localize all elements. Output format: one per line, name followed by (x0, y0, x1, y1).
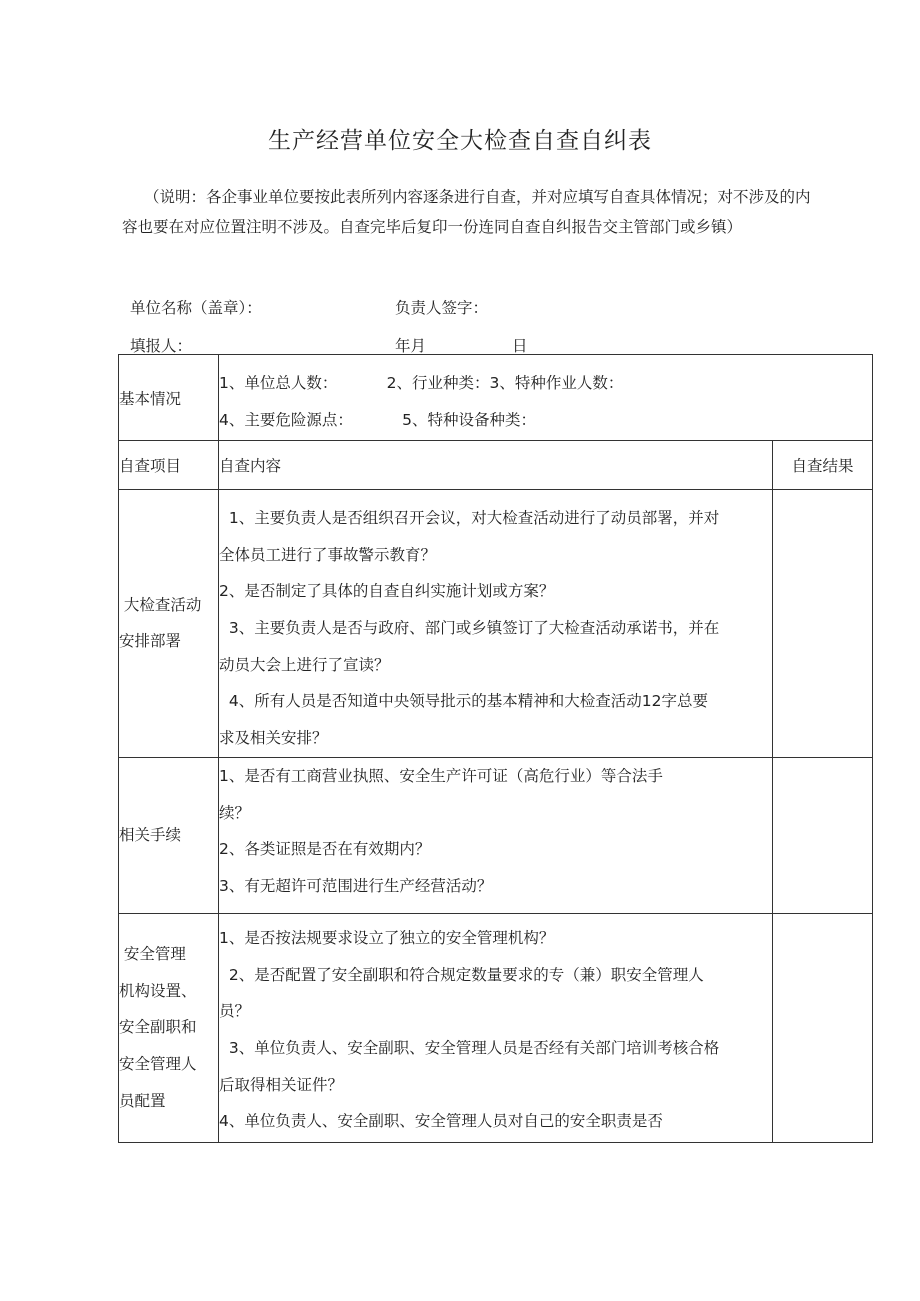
content-line: 2、是否制定了具体的自查自纠实施计划或方案？ (219, 582, 555, 601)
section-label-line: 安全副职和 (119, 1018, 197, 1037)
content-line: 1、是否有工商营业执照、安全生产许可证（高危行业）等合法手 (219, 766, 663, 785)
content-line: 4、单位负责人、安全副职、安全管理人员对自己的安全职责是否 (219, 1112, 663, 1131)
basic-info-label (119, 355, 219, 441)
content-line: 员？ (219, 1002, 251, 1021)
section-content-safety-management (219, 913, 773, 1142)
year-month-label: 年月 (395, 337, 427, 355)
content-line: 1、是否按法规要求设立了独立的安全管理机构？ (219, 928, 555, 947)
basic-info-label-text: 基本情况 (119, 389, 182, 408)
content-line: 全体员工进行了事故警示教育？ (219, 545, 437, 564)
content-line: 3、主要负责人是否与政府、部门或乡镇签订了大检查活动承诺书，并在 (219, 619, 720, 638)
section-row-deployment (119, 490, 873, 758)
section-row-safety-management (119, 913, 873, 1142)
section-content-procedures (219, 757, 773, 913)
header-content: 自查内容 (219, 441, 773, 490)
header-result: 自查结果 (772, 441, 872, 490)
result-cell-deployment[interactable] (772, 490, 872, 758)
basic-info-content (219, 355, 873, 441)
content-line: 2、各类证照是否在有效期内？ (219, 840, 431, 859)
content-line: 4、所有人员是否知道中央领导批示的基本精神和大检查活动12字总要 (219, 692, 708, 711)
filler-label: 填报人： (130, 337, 193, 355)
section-content-deployment (219, 490, 773, 758)
basic-info-line-1: 1、单位总人数： 2、行业种类：3、特种作业人数： (219, 374, 624, 392)
content-line: 续？ (219, 803, 251, 822)
content-line: 3、有无超许可范围进行生产经营活动？ (219, 876, 493, 895)
section-label-safety-management (119, 913, 219, 1142)
signer-label: 负责人签字： (395, 299, 489, 317)
document-title: 生产经营单位安全大检查自查自纠表 (268, 128, 652, 154)
result-cell-procedures[interactable] (772, 757, 872, 913)
content-line: 2、是否配置了安全副职和符合规定数量要求的专（兼）职安全管理人 (219, 965, 704, 984)
section-label-line: 安全管理 (119, 945, 186, 964)
content-line: 动员大会上进行了宣读？ (219, 655, 390, 674)
self-inspection-table (118, 354, 873, 1143)
result-cell-safety-management[interactable] (772, 913, 872, 1142)
content-line: 1、主要负责人是否组织召开会议，对大检查活动进行了动员部署，并对 (219, 509, 720, 527)
section-label-line: 相关手续 (119, 825, 182, 844)
content-line: 后取得相关证件？ (219, 1075, 344, 1094)
instructions-note (122, 182, 882, 242)
content-line: 3、单位负责人、安全副职、安全管理人员是否经有关部门培训考核合格 (219, 1038, 720, 1057)
section-label-procedures (119, 757, 219, 913)
section-label-line: 安排部署 (119, 632, 182, 651)
header-row (119, 441, 873, 490)
content-line: 求及相关安排？ (219, 729, 328, 748)
section-label-line: 安全管理人 (119, 1055, 197, 1074)
section-row-procedures (119, 757, 873, 913)
unit-name-label: 单位名称（盖章）： (130, 299, 262, 317)
note-line-2: 容也要在对应位置注明不涉及。自查完毕后复印一份连同自查自纠报告交主管部门或乡镇） (122, 218, 743, 236)
day-label: 日 (512, 337, 528, 355)
section-label-line: 大检查活动 (119, 595, 202, 614)
section-label-deployment (119, 490, 219, 758)
section-label-line: 机构设置、 (119, 981, 197, 1000)
header-item: 自查项目 (119, 441, 219, 490)
note-line-1: （说明：各企事业单位要按此表所列内容逐条进行自查，并对应填写自查具体情况；对不涉及的内 (144, 188, 811, 206)
basic-info-row (119, 355, 873, 441)
section-label-line: 员配置 (119, 1091, 166, 1110)
basic-info-line-2: 4、主要危险源点： 5、特种设备种类： (219, 410, 536, 429)
